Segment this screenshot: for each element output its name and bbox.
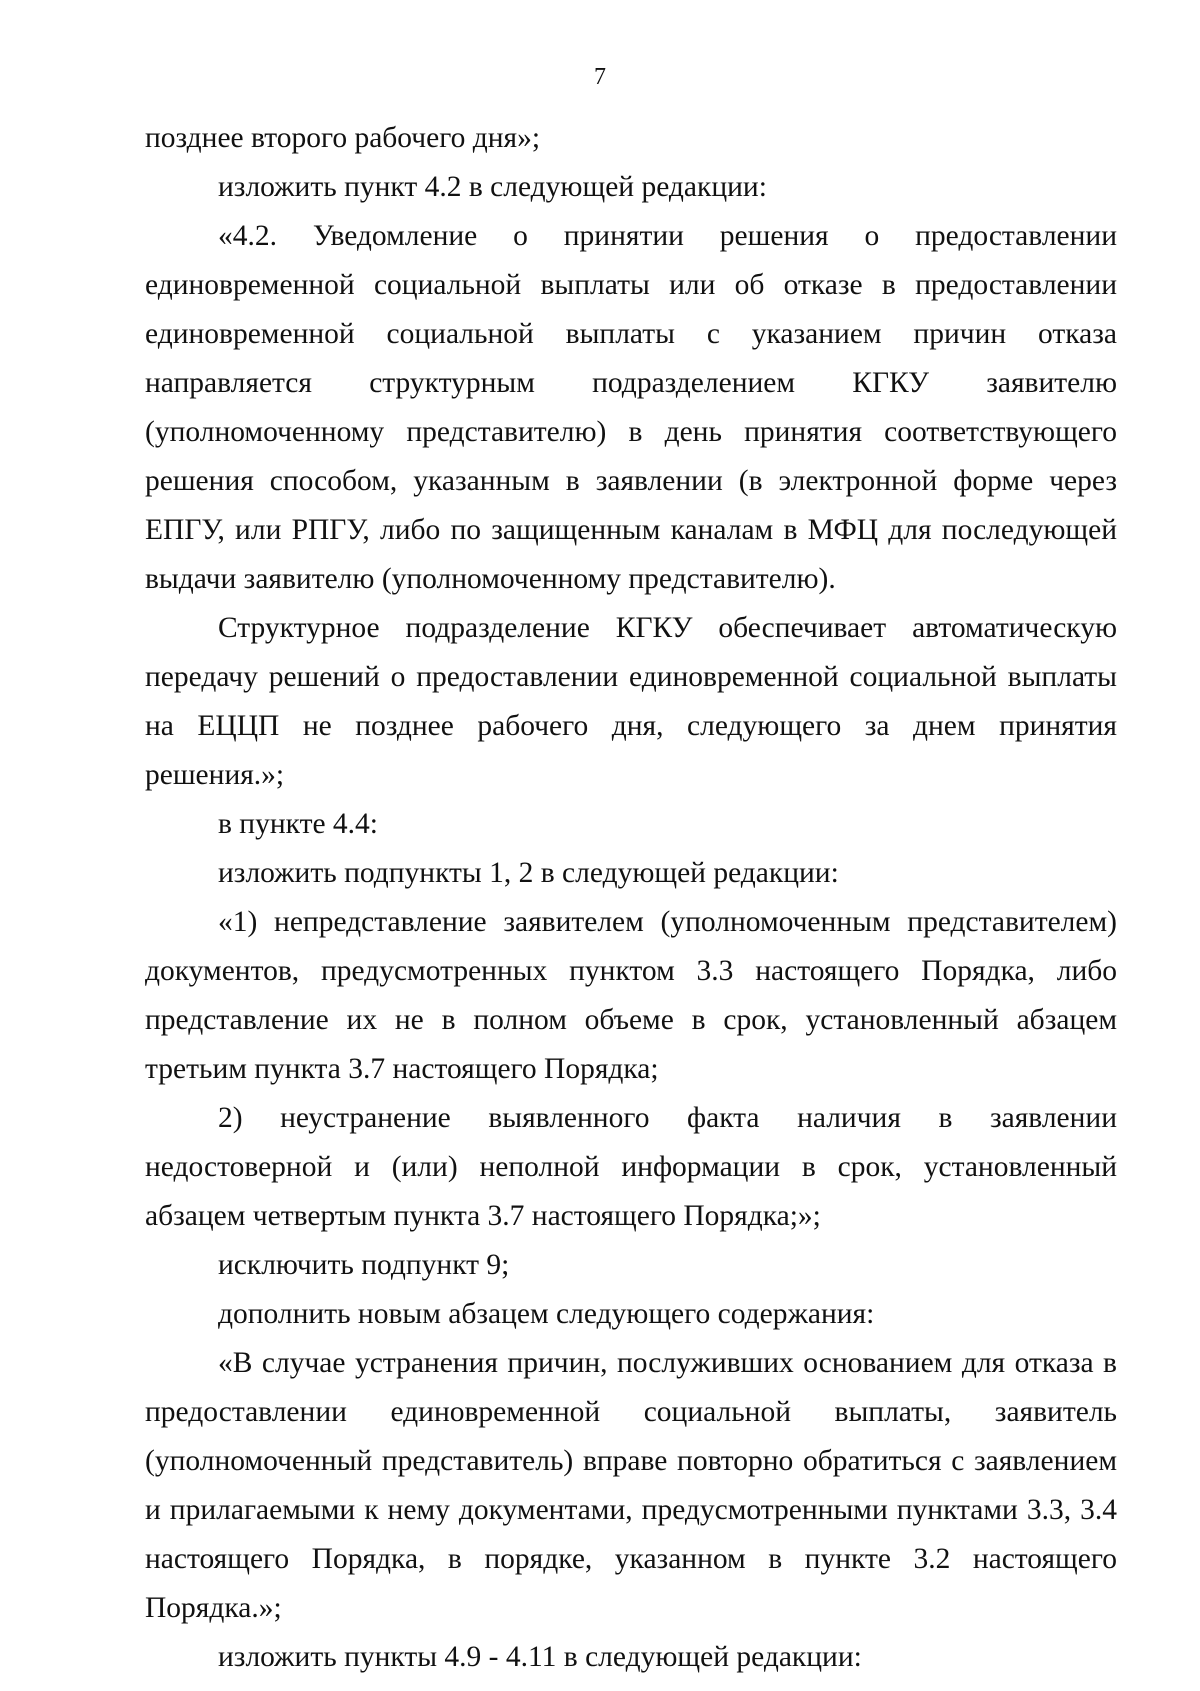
page-number: 7 (594, 64, 606, 90)
paragraph-exclude-subpoint-9: исключить подпункт 9; (218, 1249, 510, 1281)
paragraph-kgku-transfer: Структурное подразделение КГКУ обеспечивает автоматическую передачу решений о предоставлении единовременной социальной выплаты на ЕЦЦП не позднее рабочего дня, следующего за днем принятия решения.»; (145, 612, 1117, 791)
paragraph-subpoint-1: «1) непредставление заявителем (уполномоченным представителем) документов, предусмотренных пунктом 3.3 настоящего Порядка, либо представление их не в полном объеме в срок, установленный абзацем третьим пункта 3.7 настоящего Порядка; (145, 906, 1117, 1085)
paragraph-add-new: дополнить новым абзацем следующего содержания: (218, 1298, 875, 1330)
paragraph-continuation: позднее второго рабочего дня»; (145, 122, 541, 154)
paragraph-point-4-4: в пункте 4.4: (218, 808, 379, 840)
paragraph-instruction-subpoints: изложить подпункты 1, 2 в следующей редакции: (218, 857, 839, 889)
paragraph-clause-4-2: «4.2. Уведомление о принятии решения о предоставлении единовременной социальной выплаты или об отказе в предоставлении единовременной социальной выплаты с указанием причин отказа направляется структурным подразделением КГКУ заявителю (уполномоченному представителю) в день принятия соответствующего решения способом, указанным в заявлении (в электронной форме через ЕПГУ, или РПГУ, либо по защищенным каналам в МФЦ для последующей выдачи заявителю (уполномоченному представителю). (145, 220, 1117, 595)
paragraph-instruction-4-2: изложить пункт 4.2 в следующей редакции: (218, 171, 767, 203)
paragraph-subpoint-2: 2) неустранение выявленного факта наличия в заявлении недостоверной и (или) неполной информации в срок, установленный абзацем четвертым пункта 3.7 настоящего Порядка;»; (145, 1102, 1117, 1232)
paragraph-new-abzac: «В случае устранения причин, послуживших основанием для отказа в предоставлении единовременной социальной выплаты, заявитель (уполномоченный представитель) вправе повторно обратиться с заявлением и прилагаемыми к нему документами, предусмотренными пунктами 3.3, 3.4 настоящего Порядка, в порядке, указанном в пункте 3.2 настоящего Порядка.»; (145, 1347, 1117, 1624)
document-body (145, 114, 1117, 1682)
paragraph-instruction-4-9: изложить пункты 4.9 - 4.11 в следующей редакции: (218, 1641, 862, 1673)
